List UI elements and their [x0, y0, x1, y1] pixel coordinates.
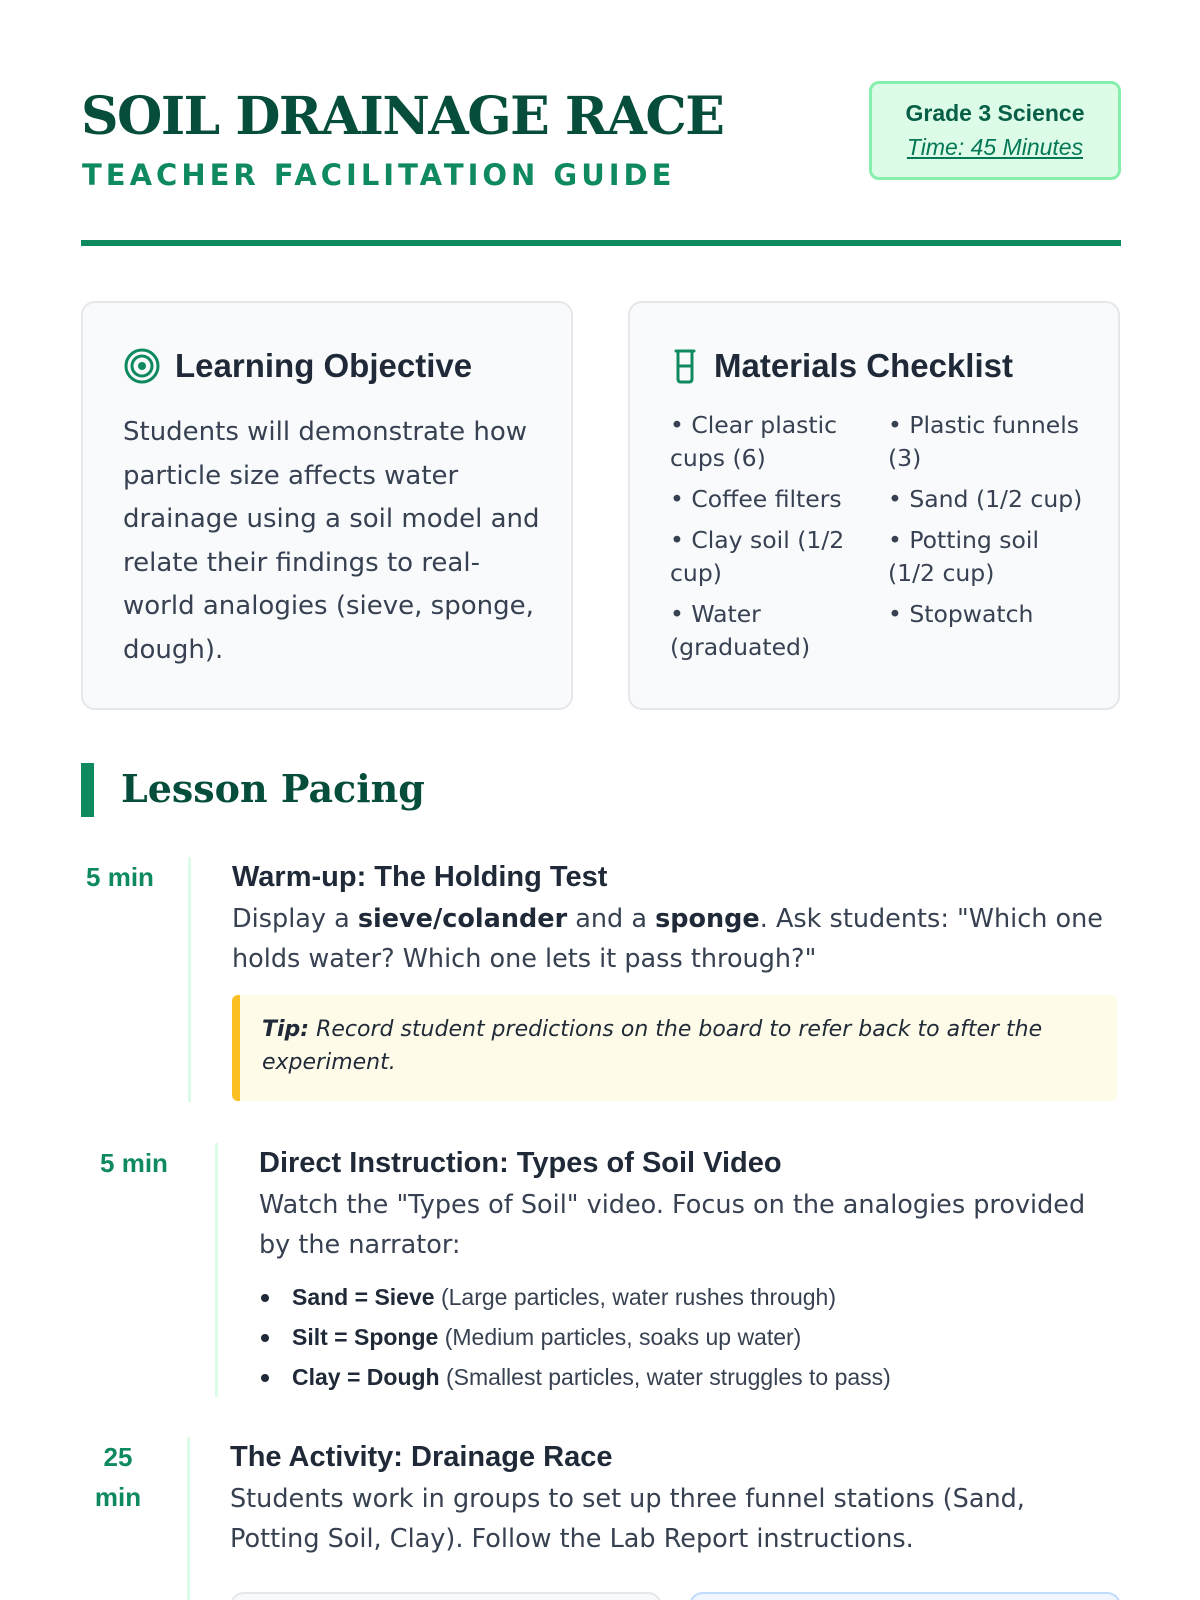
material-item: • Stopwatch [888, 600, 1034, 628]
header [81, 80, 1121, 248]
materials-list [670, 409, 1100, 664]
step-body [259, 1143, 1121, 1397]
objective-card-header [123, 347, 472, 385]
beaker-icon [670, 348, 700, 384]
tip-callout: Tip: Record student predictions on the board to refer back to after the experiment. [232, 995, 1117, 1101]
material-item: • Clear plastic cups (6) [670, 411, 838, 472]
step-timeline-line [187, 1437, 190, 1600]
analogy-list [259, 1277, 1121, 1397]
lesson-guide-page [81, 0, 1121, 1600]
time-link[interactable]: Time: 45 Minutes [906, 134, 1084, 160]
pacing-heading [81, 763, 681, 818]
step-time: 25 min [94, 1442, 142, 1512]
material-item: • Clay soil (1/2 cup) [670, 526, 845, 587]
material-item: • Sand (1/2 cup) [888, 485, 1083, 513]
grade-label: Grade 3 Science [905, 100, 1085, 126]
page-title: SOIL DRAINAGE RACE [81, 86, 724, 147]
step-title: Direct Instruction: Types of Soil Video [259, 1147, 782, 1179]
step-time: 5 min [86, 862, 154, 892]
pacing-step-instruction [95, 1143, 1121, 1397]
step-description: Display a sieve/colander and a sponge. Ask students: "Which one holds water? Which one lets it pass through?" [232, 904, 1103, 974]
step-description: Students work in groups to set up three funnel stations (Sand, Potting Soil, Clay). Follow the Lab Report instructions. [230, 1484, 1025, 1554]
step-body [232, 857, 1121, 1101]
objective-text: Students will demonstrate how particle size affects water drainage using a soil model and relate their findings to real-world analogies (sieve, sponge, dough). [123, 417, 540, 665]
step-description: Watch the "Types of Soil" video. Focus on the analogies provided by the narrator: [259, 1190, 1086, 1260]
analogy-item: Sand = Sieve (Large particles, water rushes through) [259, 1277, 1121, 1317]
material-item: • Potting soil (1/2 cup) [888, 526, 1039, 587]
objective-title: Learning Objective [175, 347, 473, 384]
header-divider [81, 240, 1121, 246]
analogy-item: Clay = Dough (Smallest particles, water struggles to pass) [259, 1357, 1121, 1397]
step-body [230, 1437, 1121, 1559]
page-subtitle: TEACHER FACILITATION GUIDE [82, 158, 676, 192]
step-title: Warm-up: The Holding Test [232, 861, 608, 893]
target-icon [123, 347, 161, 385]
pacing-title: Lesson Pacing [121, 766, 425, 811]
pacing-step-warmup [81, 857, 1121, 1102]
materials-card [628, 301, 1120, 710]
grade-badge [869, 81, 1121, 180]
objective-card [81, 301, 573, 710]
step-title: The Activity: Drainage Race [230, 1441, 613, 1473]
station-card [689, 1592, 1121, 1600]
analogy-item: Silt = Sponge (Medium particles, soaks up water) [259, 1317, 1121, 1357]
station-card [230, 1592, 662, 1600]
materials-title: Materials Checklist [714, 347, 1013, 384]
material-item: • Plastic funnels (3) [888, 411, 1080, 472]
material-item: • Coffee filters [670, 485, 842, 513]
materials-card-header [670, 347, 1013, 385]
material-item: • Water (graduated) [670, 600, 811, 661]
step-timeline-line [188, 857, 191, 1102]
pacing-step-activity [81, 1437, 1121, 1600]
section-accent-bar [81, 763, 94, 817]
step-time: 5 min [100, 1148, 168, 1178]
step-timeline-line [215, 1143, 218, 1397]
